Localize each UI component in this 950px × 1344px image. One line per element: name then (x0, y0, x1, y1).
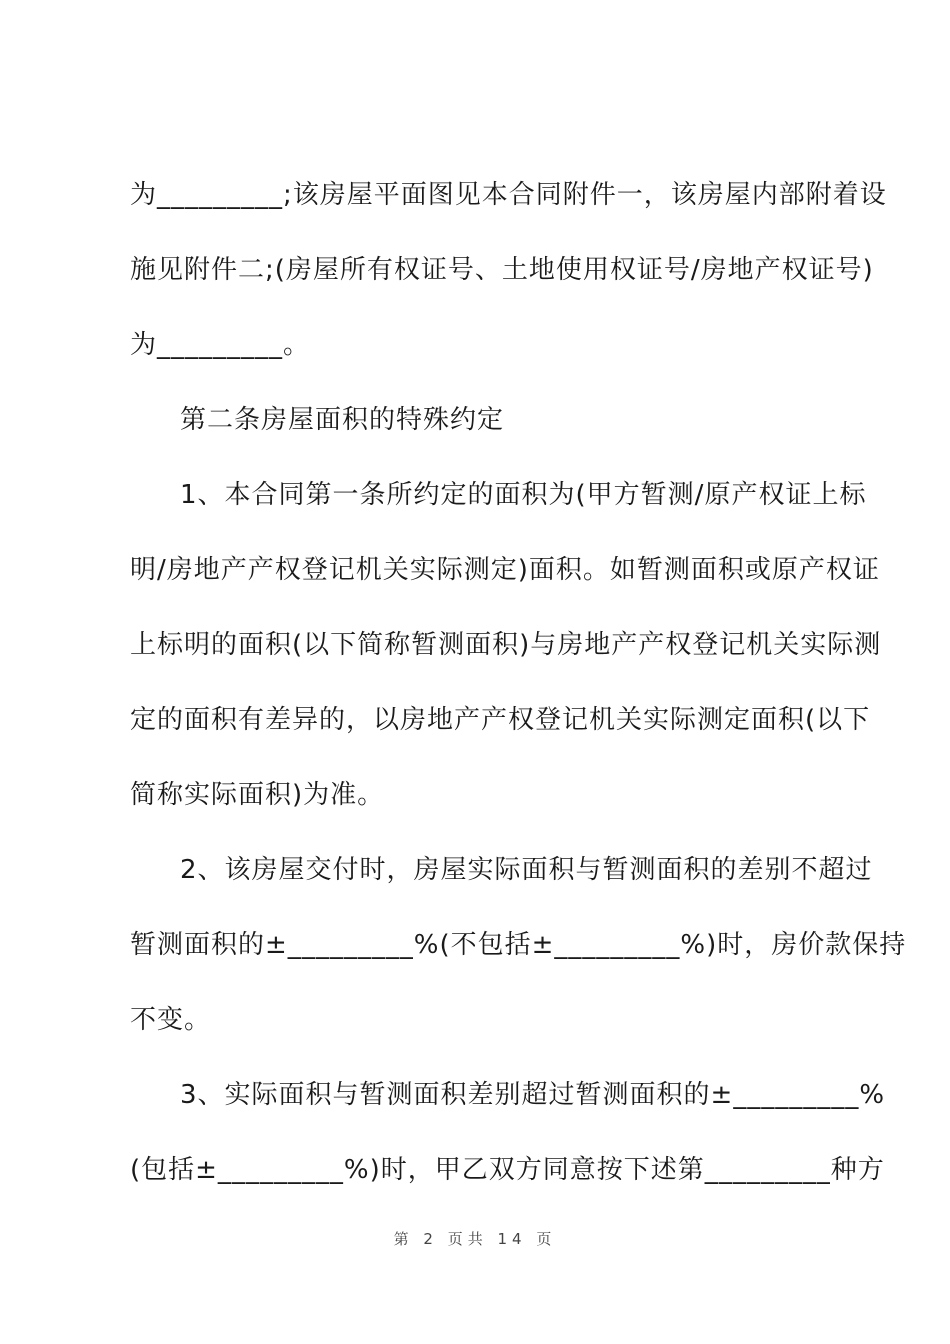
text-line-7: 上标明的面积(以下简称暂测面积)与房地产产权登记机关实际测 (130, 630, 882, 660)
text-line-10: 2、该房屋交付时，房屋实际面积与暂测面积的差别不超过 (180, 855, 873, 885)
text-line-13: 3、实际面积与暂测面积差别超过暂测面积的±_________% (180, 1080, 886, 1110)
text-line-9: 简称实际面积)为准。 (130, 780, 385, 810)
text-line-2: 施见附件二;(房屋所有权证号、土地使用权证号/房地产权证号) (130, 255, 874, 285)
text-line-6: 明/房地产产权登记机关实际测定)面积。如暂测面积或原产权证 (130, 555, 880, 585)
text-line-1: 为_________;该房屋平面图见本合同附件一，该房屋内部附着设 (130, 180, 887, 210)
text-line-11: 暂测面积的±_________%(不包括±_________%)时，房价款保持 (130, 930, 907, 960)
text-line-8: 定的面积有差异的，以房地产产权登记机关实际测定面积(以下 (130, 705, 871, 735)
text-line-12: 不变。 (130, 1005, 212, 1035)
text-line-5: 1、本合同第一条所约定的面积为(甲方暂测/原产权证上标 (180, 480, 867, 510)
text-line-14: (包括±_________%)时，甲乙双方同意按下述第_________种方 (130, 1155, 885, 1185)
page-footer: 第 2 页共 14 页 (393, 1230, 557, 1248)
section-heading: 第二条房屋面积的特殊约定 (180, 405, 505, 435)
text-line-3: 为_________。 (130, 330, 311, 360)
